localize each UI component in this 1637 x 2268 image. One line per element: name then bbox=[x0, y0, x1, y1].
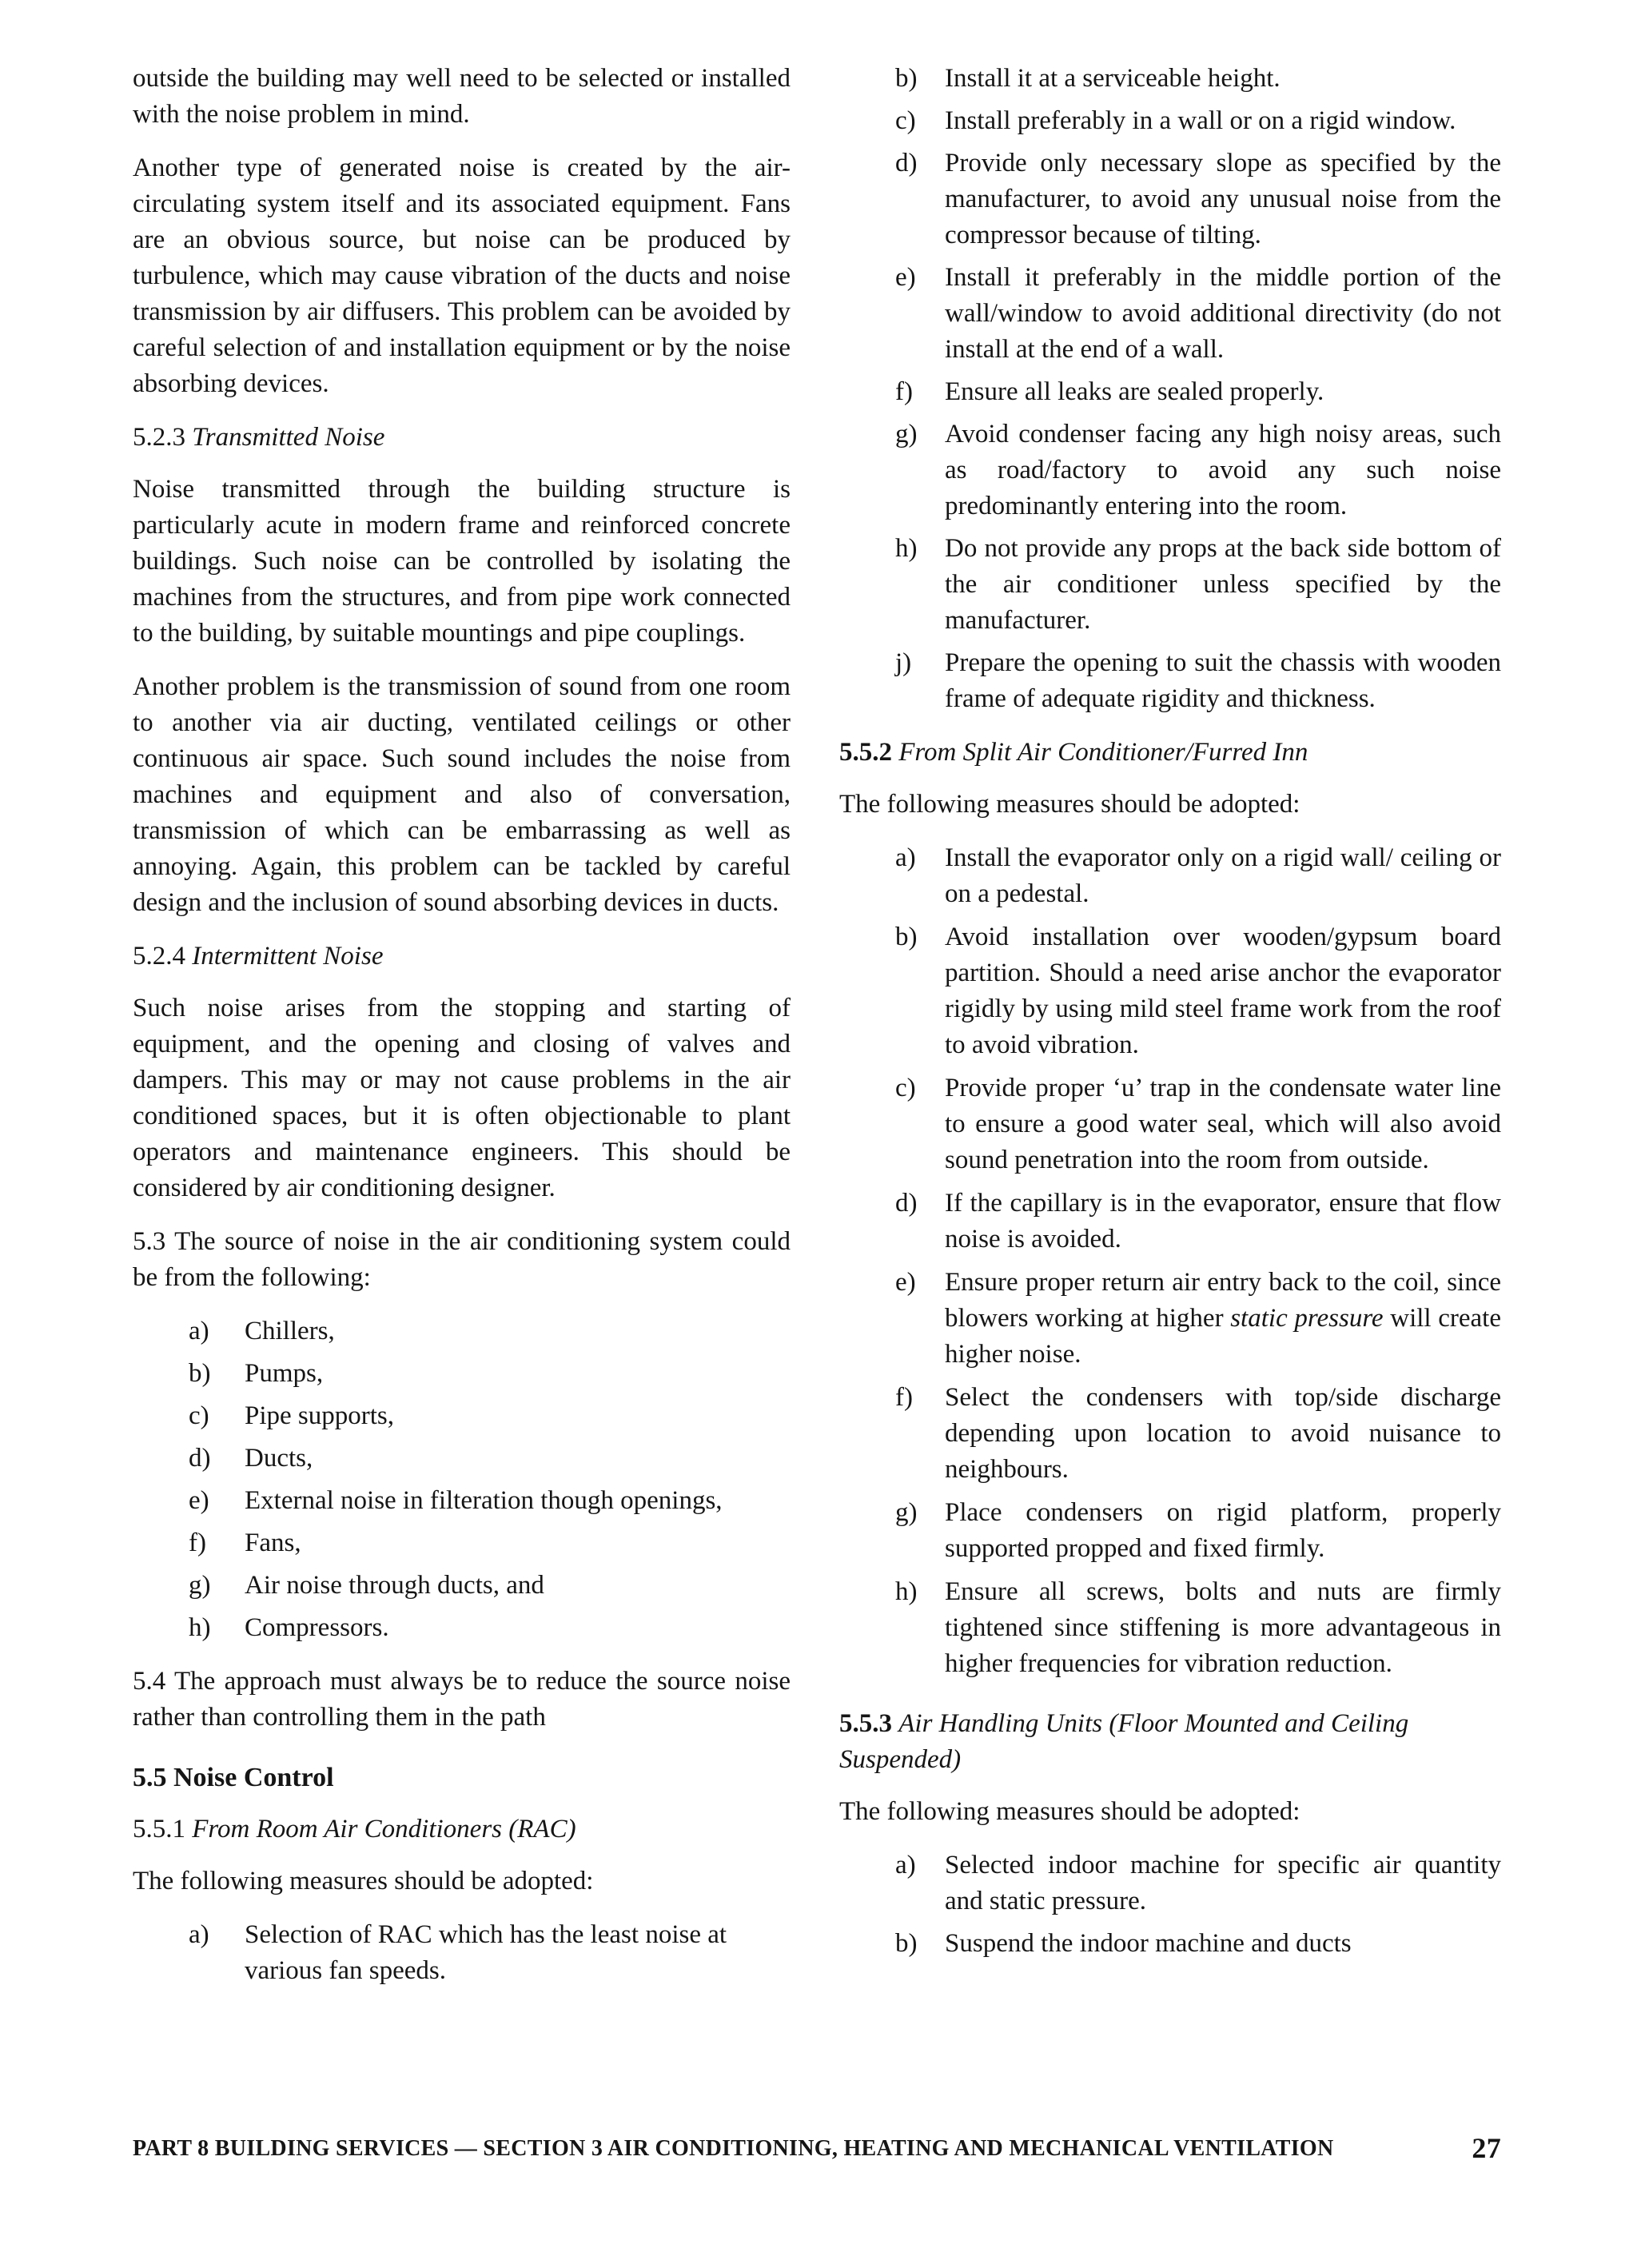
list-label: d) bbox=[189, 1444, 211, 1473]
list-text: Selected indoor machine for specific air quantity and static pressure. bbox=[945, 1851, 1501, 1915]
list-text: If the capillary is in the evaporator, ensure that flow noise is avoided. bbox=[945, 1189, 1501, 1254]
section-number: 5.3 bbox=[133, 1227, 166, 1256]
list-item bbox=[839, 1265, 1501, 1373]
section-number: 5.4 bbox=[133, 1667, 166, 1696]
list-item bbox=[133, 1568, 791, 1604]
list-item bbox=[839, 417, 1501, 524]
list-text: Do not provide any props at the back side bottom of the air conditioner unless specified by the manufacturer. bbox=[945, 534, 1501, 635]
list-label: b) bbox=[895, 923, 918, 951]
list-text: External noise in filteration though openings, bbox=[245, 1486, 723, 1515]
list-text: Install the evaporator only on a rigid wall/ ceiling or on a pedestal. bbox=[945, 843, 1501, 908]
measures-intro: The following measures should be adopted: bbox=[133, 1867, 594, 1895]
list-item bbox=[839, 103, 1501, 139]
list-item bbox=[839, 145, 1501, 253]
list-text-part: Ensure proper return air entry back to the coil, since blowers working at higher bbox=[945, 1268, 1501, 1333]
list-item bbox=[839, 374, 1501, 410]
list-text: Place condensers on rigid platform, properly supported propped and fixed firmly. bbox=[945, 1498, 1501, 1563]
footer-running-title: PART 8 BUILDING SERVICES — SECTION 3 AIR CONDITIONING, HEATING AND MECHANICAL VENTILATION bbox=[133, 2136, 1334, 2161]
list-label: e) bbox=[189, 1486, 209, 1515]
list-text: Pipe supports, bbox=[245, 1401, 395, 1430]
heading-number: 5.2.4 bbox=[133, 942, 185, 971]
heading-title: Transmitted Noise bbox=[192, 423, 385, 452]
list-item bbox=[839, 1495, 1501, 1567]
list-text: Fans, bbox=[245, 1529, 301, 1557]
list-label: c) bbox=[895, 106, 916, 135]
list-text: Install it preferably in the middle portion of the wall/window to avoid additional directivity (do not install at the end of a wall. bbox=[945, 263, 1501, 364]
list-item bbox=[133, 1313, 791, 1349]
list-text: Provide proper ‘u’ trap in the condensate water line to ensure a good water seal, which will also avoid sound penetration into the room from outside. bbox=[945, 1074, 1501, 1174]
paragraph-continuation: outside the building may well need to be selected or installed with the noise problem in mind. bbox=[133, 64, 791, 129]
list-item bbox=[839, 1926, 1501, 1962]
heading-number: 5.5.1 bbox=[133, 1815, 185, 1843]
list-item bbox=[839, 1186, 1501, 1258]
list-label: f) bbox=[895, 377, 913, 406]
heading-title: From Split Air Conditioner/Furred Inn bbox=[898, 738, 1308, 767]
paragraph-generated-noise: Another type of generated noise is created by the air-circulating system itself and its associated equipment. Fans are an obvious source, but noise can be produced by turbulence, which may cause vibration of the ducts and noise transmission by air diffusers. This problem can be avoided by careful selection of and installation equipment or by the noise absorbing devices. bbox=[133, 153, 791, 398]
rac-measures-list-start bbox=[133, 1917, 791, 1989]
heading-5-2-4 bbox=[133, 939, 791, 975]
heading-title: Intermittent Noise bbox=[192, 942, 384, 971]
list-text: Ensure all screws, bolts and nuts are firmly tightened since stiffening is more advantageous in higher frequencies for vibration reduction. bbox=[945, 1577, 1501, 1678]
list-label: c) bbox=[189, 1401, 209, 1430]
heading-title: Air Handling Units (Floor Mounted and Ceiling Suspended) bbox=[839, 1709, 1409, 1774]
heading-5-2-3 bbox=[133, 420, 791, 456]
paragraph-transmitted-noise: Noise transmitted through the building structure is particularly acute in modern frame and reinforced concrete buildings. Such noise can be controlled by isolating the machines from the structures, and from pipe work connected to the building, by suitable mountings and pipe couplings. bbox=[133, 475, 791, 648]
list-item bbox=[839, 61, 1501, 97]
list-text: Selection of RAC which has the least noise at various fan speeds. bbox=[245, 1920, 727, 1985]
list-text: Chillers, bbox=[245, 1317, 335, 1345]
list-item bbox=[839, 645, 1501, 717]
list-label: a) bbox=[895, 843, 916, 872]
list-label: b) bbox=[895, 1929, 918, 1958]
list-item bbox=[133, 1356, 791, 1392]
list-item bbox=[839, 919, 1501, 1063]
measures-intro: The following measures should be adopted: bbox=[839, 1797, 1300, 1826]
list-item bbox=[839, 1380, 1501, 1488]
page-footer bbox=[133, 2132, 1501, 2164]
ahu-measures-list bbox=[839, 1847, 1501, 1962]
list-text: Select the condensers with top/side discharge depending upon location to avoid nuisance to neighbours. bbox=[945, 1383, 1501, 1484]
list-item bbox=[133, 1917, 791, 1989]
heading-title: From Room Air Conditioners (RAC) bbox=[192, 1815, 576, 1843]
list-label: d) bbox=[895, 1189, 918, 1218]
section-text: The source of noise in the air conditioning system could be from the following: bbox=[133, 1227, 791, 1292]
heading-5-5-1 bbox=[133, 1812, 791, 1847]
measures-intro: The following measures should be adopted: bbox=[839, 790, 1300, 819]
list-text: Provide only necessary slope as specified by the manufacturer, to avoid any unusual noise from the compressor because of tilting. bbox=[945, 149, 1501, 249]
heading-number: 5.5.3 bbox=[839, 1709, 892, 1738]
list-text: Avoid installation over wooden/gypsum board partition. Should a need arise anchor the evaporator rigidly by using mild steel frame work from the roof to avoid vibration. bbox=[945, 923, 1501, 1059]
list-item bbox=[839, 840, 1501, 912]
rac-measures-list bbox=[839, 61, 1501, 717]
list-item bbox=[133, 1398, 791, 1434]
list-label: c) bbox=[895, 1074, 916, 1102]
list-label: f) bbox=[895, 1383, 913, 1412]
list-label: h) bbox=[895, 534, 918, 563]
list-label: d) bbox=[895, 149, 918, 177]
list-text: Ducts, bbox=[245, 1444, 313, 1473]
paragraph-intermittent-noise: Such noise arises from the stopping and starting of equipment, and the opening and closing of valves and dampers. This may or may not cause problems in the air conditioned spaces, but it is often objectionable to plant operators and maintenance engineers. This should be considered by air conditioning designer. bbox=[133, 994, 791, 1202]
list-label: f) bbox=[189, 1529, 206, 1557]
right-column bbox=[839, 61, 1501, 1979]
heading-5-5-3 bbox=[839, 1706, 1501, 1778]
list-text: Avoid condenser facing any high noisy areas, such as road/factory to avoid any such noise predominantly entering into the room. bbox=[945, 420, 1501, 520]
list-text: Install preferably in a wall or on a rigid window. bbox=[945, 106, 1456, 135]
list-label: g) bbox=[895, 420, 918, 448]
list-item bbox=[133, 1483, 791, 1519]
list-text: Compressors. bbox=[245, 1613, 389, 1642]
section-text: The approach must always be to reduce the source noise rather than controlling them in the path bbox=[133, 1667, 791, 1732]
split-ac-measures-list bbox=[839, 840, 1501, 1682]
list-text: Suspend the indoor machine and ducts bbox=[945, 1929, 1352, 1958]
list-text: Air noise through ducts, and bbox=[245, 1571, 544, 1600]
list-item bbox=[839, 531, 1501, 639]
list-text: Pumps, bbox=[245, 1359, 324, 1388]
list-item bbox=[133, 1441, 791, 1477]
list-label: e) bbox=[895, 1268, 916, 1297]
list-label: h) bbox=[895, 1577, 918, 1606]
paragraph-5-4 bbox=[133, 1664, 791, 1736]
list-label: a) bbox=[189, 1920, 209, 1949]
list-label: g) bbox=[189, 1571, 211, 1600]
list-item bbox=[839, 1574, 1501, 1682]
list-item bbox=[133, 1610, 791, 1646]
left-column bbox=[133, 61, 791, 2007]
heading-5-5-noise-control: 5.5 Noise Control bbox=[133, 1763, 334, 1792]
list-item bbox=[839, 1070, 1501, 1178]
list-text bbox=[945, 1265, 1501, 1373]
list-item bbox=[839, 1847, 1501, 1919]
list-label: b) bbox=[895, 64, 918, 93]
noise-sources-list bbox=[133, 1313, 791, 1646]
heading-number: 5.5.2 bbox=[839, 738, 892, 767]
list-text: Ensure all leaks are sealed properly. bbox=[945, 377, 1324, 406]
list-text: Prepare the opening to suit the chassis with wooden frame of adequate rigidity and thickness. bbox=[945, 648, 1501, 713]
list-label: a) bbox=[895, 1851, 916, 1879]
list-label: j) bbox=[895, 648, 912, 677]
list-label: h) bbox=[189, 1613, 211, 1642]
list-item bbox=[839, 260, 1501, 368]
heading-5-5-2 bbox=[839, 735, 1501, 771]
list-text-italic: static pressure bbox=[1230, 1304, 1384, 1333]
list-text: Install it at a serviceable height. bbox=[945, 64, 1281, 93]
list-item bbox=[133, 1525, 791, 1561]
list-label: e) bbox=[895, 263, 916, 292]
list-label: a) bbox=[189, 1317, 209, 1345]
list-label: g) bbox=[895, 1498, 918, 1527]
page-number: 27 bbox=[1472, 2132, 1501, 2164]
paragraph-5-3 bbox=[133, 1224, 791, 1296]
list-text-part: will create higher noise. bbox=[945, 1304, 1501, 1369]
heading-number: 5.2.3 bbox=[133, 423, 185, 452]
list-label: b) bbox=[189, 1359, 211, 1388]
paragraph-sound-transmission: Another problem is the transmission of sound from one room to another via air ducting, ventilated ceilings or other continuous air space. Such sound includes the noise from machines and equipment and also of conversation, transmission of which can be embarrassing as well as annoying. Again, this problem can be tackled by careful design and the inclusion of sound absorbing devices in ducts. bbox=[133, 672, 791, 917]
